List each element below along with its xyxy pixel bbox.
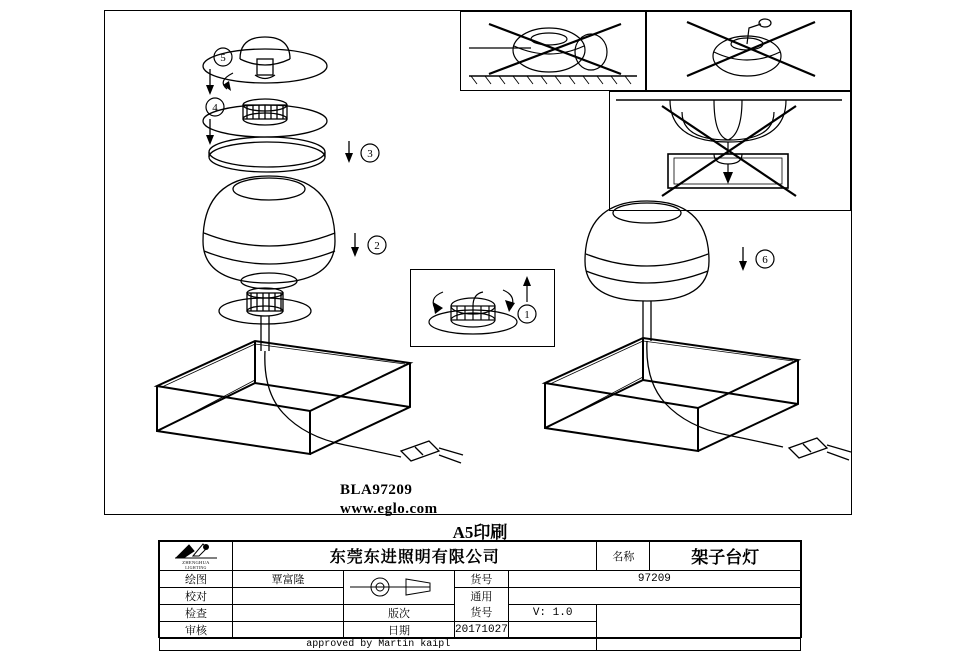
company-name: 东莞东进照明有限公司 [233, 542, 597, 571]
detail-box-step-1 [410, 269, 555, 347]
product-code-block [340, 481, 438, 519]
product-code: BLA97209 [340, 482, 413, 498]
main-drawing-frame [104, 10, 852, 515]
version-value: V: 1.0 [508, 604, 597, 621]
date-value: 20171027 [455, 621, 509, 638]
product-name: 架子台灯 [650, 542, 801, 571]
website-url: www.eglo.com [340, 501, 438, 517]
projection-symbol [344, 570, 455, 604]
svg-text:4: 4 [212, 102, 218, 114]
svg-text:5: 5 [220, 52, 226, 64]
approved-by: approved by Martin kaipl [160, 638, 597, 650]
row-value-check [233, 604, 344, 621]
logo-text-line1: ZHENGHUA [182, 560, 210, 565]
generic-label-2: 货号 [470, 607, 493, 619]
print-note: A5印刷 [452, 523, 508, 542]
svg-text:3: 3 [367, 148, 373, 160]
row-label-proof: 校对 [160, 587, 233, 604]
name-label: 名称 [597, 542, 650, 571]
generic-code-value [508, 587, 800, 604]
footer-empty-cell [597, 638, 801, 650]
svg-text:2: 2 [374, 240, 380, 252]
empty-cell [597, 604, 801, 638]
row-value-draw: 覃富隆 [233, 570, 344, 587]
warning-no-glass-2 [646, 11, 851, 91]
warning-no-mounted-lamp [609, 91, 851, 211]
svg-text:6: 6 [762, 254, 768, 266]
row-label-check: 检查 [160, 604, 233, 621]
title-block [158, 540, 802, 650]
logo-text-line2: LIGHTING [185, 564, 207, 570]
code-label: 货号 [455, 570, 509, 587]
company-logo [160, 542, 233, 571]
warning-no-glass-1 [460, 11, 646, 91]
row-value-approve [233, 621, 344, 638]
generic-label-1: 通用 [470, 591, 493, 603]
generic-code-label [455, 587, 509, 621]
svg-text:1: 1 [524, 309, 530, 321]
code-value: 97209 [508, 570, 800, 587]
version-label: 版次 [344, 604, 455, 621]
logo-mark [173, 542, 219, 560]
row-label-draw: 绘图 [160, 570, 233, 587]
row-value-proof [233, 587, 344, 604]
row-label-approve: 审核 [160, 621, 233, 638]
date-label: 日期 [344, 621, 455, 638]
